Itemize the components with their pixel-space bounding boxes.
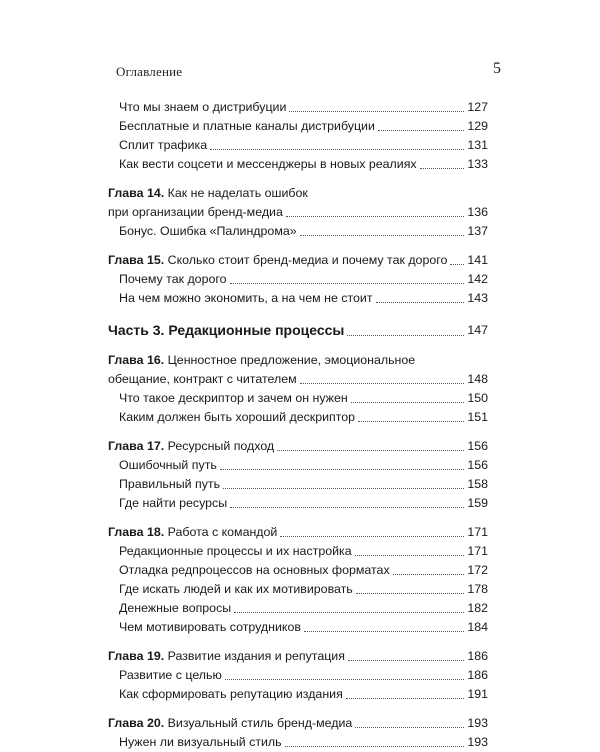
dot-leader: [348, 659, 464, 661]
part-title: Часть 3. Редакционные процессы: [108, 322, 345, 338]
dot-leader: [304, 630, 464, 632]
toc-chapter-20: [108, 714, 488, 752]
chapter-title: Работа с командой: [167, 525, 278, 539]
dot-leader: [286, 215, 464, 217]
toc-entry-page: 143: [467, 291, 488, 305]
toc-entry[interactable]: [108, 136, 488, 155]
toc-entry[interactable]: [108, 289, 488, 308]
toc-chapter-heading[interactable]: [108, 714, 488, 733]
toc-chapter-heading-cont[interactable]: [108, 203, 488, 222]
toc-entry-title: Правильный путь: [119, 477, 221, 491]
toc-entry-title: Как сформировать репутацию издания: [119, 687, 343, 701]
toc-entry-page: 133: [467, 157, 488, 171]
toc-chapter-15: [108, 251, 488, 308]
toc-entry-title: Сплит трафика: [119, 138, 208, 152]
dot-leader: [300, 382, 465, 384]
chapter-page: 186: [467, 649, 488, 663]
toc-entry-page: 127: [467, 100, 488, 114]
chapter-label: Глава 19.: [108, 649, 165, 663]
toc-entry[interactable]: [108, 475, 488, 494]
chapter-title: Сколько стоит бренд-медиа и почему так дорого: [167, 253, 448, 267]
chapter-page: 148: [467, 372, 488, 386]
toc-entry-page: 193: [467, 735, 488, 749]
toc-chapter-heading[interactable]: [108, 437, 488, 456]
chapter-label: Глава 15.: [108, 253, 165, 267]
toc-entry-title: Редакционные процессы и их настройка: [119, 544, 352, 558]
dot-leader: [300, 234, 465, 236]
toc-entry-title: Бонус. Ошибка «Палиндрома»: [119, 224, 297, 238]
chapter-title: Визуальный стиль бренд-медиа: [167, 716, 353, 730]
chapter-title-cont: при организации бренд-медиа: [108, 205, 283, 219]
toc-chapter-heading-cont[interactable]: [108, 370, 488, 389]
toc-entry-page: 191: [467, 687, 488, 701]
toc-entry-page: 171: [467, 544, 488, 558]
chapter-label: Глава 18.: [108, 525, 165, 539]
toc-chapter-heading[interactable]: [108, 351, 488, 370]
chapter-page: 171: [467, 525, 488, 539]
chapter-page: 193: [467, 716, 488, 730]
page-number: 5: [493, 60, 501, 77]
toc-entry-title: Развитие с целью: [119, 668, 222, 682]
chapter-label: Глава 17.: [108, 439, 165, 453]
part-page: 147: [467, 323, 488, 337]
toc-chapter-heading[interactable]: [108, 647, 488, 666]
dot-leader: [358, 420, 464, 422]
toc-entry-title: Где найти ресурсы: [119, 496, 228, 510]
chapter-label: Глава 16.: [108, 353, 165, 367]
toc-entry[interactable]: [108, 666, 488, 685]
toc-entry-page: 150: [467, 391, 488, 405]
chapter-page: 136: [467, 205, 488, 219]
toc-entry[interactable]: [108, 599, 488, 618]
toc-entry[interactable]: [108, 618, 488, 637]
toc-entry-page: 151: [467, 410, 488, 424]
toc-chapter-heading[interactable]: [108, 523, 488, 542]
toc-entry[interactable]: [108, 408, 488, 427]
toc-entry-title: Нужен ли визуальный стиль: [119, 735, 282, 749]
chapter-title: Развитие издания и репутация: [167, 649, 345, 663]
toc-entry[interactable]: [108, 494, 488, 513]
toc-entry-title: Денежные вопросы: [119, 601, 232, 615]
dot-leader: [355, 554, 465, 556]
dot-leader: [220, 468, 464, 470]
toc-part-3[interactable]: [108, 320, 488, 341]
toc-entry[interactable]: [108, 456, 488, 475]
toc-entry-title: Бесплатные и платные каналы дистрибуции: [119, 119, 375, 133]
chapter-label: Глава 20.: [108, 716, 165, 730]
toc-entry-page: 137: [467, 224, 488, 238]
toc-entry-page: 159: [467, 496, 488, 510]
toc-entry[interactable]: [108, 222, 488, 241]
toc-entry-title: Как вести соцсети и мессенджеры в новых реалиях: [119, 157, 417, 171]
dot-leader: [356, 592, 465, 594]
toc-entry-title: Где искать людей и как их мотивировать: [119, 582, 353, 596]
chapter-page: 156: [467, 439, 488, 453]
dot-leader: [234, 611, 464, 613]
toc-entry-page: 129: [467, 119, 488, 133]
toc-entry-title: На чем можно экономить, а на чем не стоит: [119, 291, 373, 305]
toc-entry-page: 142: [467, 272, 488, 286]
dot-leader: [230, 282, 465, 284]
running-head: Оглавление: [116, 64, 183, 79]
toc-chapter-17: [108, 437, 488, 513]
chapter-title-cont: обещание, контракт с читателем: [108, 372, 297, 386]
toc-entry[interactable]: [108, 389, 488, 408]
toc-entry[interactable]: [108, 561, 488, 580]
chapter-title: Ценностное предложение, эмоциональное: [167, 353, 416, 367]
toc-entry-page: 182: [467, 601, 488, 615]
dot-leader: [225, 678, 465, 680]
toc-entry-title: Что такое дескриптор и зачем он нужен: [119, 391, 348, 405]
dot-leader: [450, 263, 464, 265]
toc-entry-page: 158: [467, 477, 488, 491]
toc-entry[interactable]: [108, 98, 488, 117]
dot-leader: [223, 487, 464, 489]
toc-entry[interactable]: [108, 685, 488, 704]
toc-entry-page: 184: [467, 620, 488, 634]
toc-entry-title: Отладка редпроцессов на основных форматах: [119, 563, 390, 577]
toc-entry-title: Почему так дорого: [119, 272, 227, 286]
toc-entry-page: 131: [467, 138, 488, 152]
toc-entry-title: Каким должен быть хороший дескриптор: [119, 410, 356, 424]
dot-leader: [347, 334, 464, 336]
toc-chapter-18: [108, 523, 488, 637]
dot-leader: [277, 449, 464, 451]
toc-entry[interactable]: [108, 580, 488, 599]
dot-leader: [378, 129, 464, 131]
dot-leader: [355, 726, 464, 728]
toc-entry-title: Ошибочный путь: [119, 458, 217, 472]
chapter-page: 141: [467, 253, 488, 267]
chapter-title: Ресурсный подход: [167, 439, 275, 453]
chapter-label: Глава 14.: [108, 186, 165, 200]
toc-entry[interactable]: [108, 155, 488, 174]
dot-leader: [210, 148, 464, 150]
toc-entry-title: Что мы знаем о дистрибуции: [119, 100, 287, 114]
dot-leader: [393, 573, 465, 575]
dot-leader: [346, 697, 465, 699]
toc-entry-title: Чем мотивировать сотрудников: [119, 620, 301, 634]
dot-leader: [351, 401, 465, 403]
dot-leader: [289, 110, 464, 112]
toc-entry[interactable]: [108, 270, 488, 289]
dot-leader: [376, 301, 465, 303]
toc-chapter-heading[interactable]: [108, 184, 488, 203]
toc-entry-page: 186: [467, 668, 488, 682]
toc-chapter-16: [108, 351, 488, 427]
dot-leader: [420, 167, 465, 169]
toc-chapter-heading[interactable]: [108, 251, 488, 270]
toc-chapter-14: [108, 184, 488, 241]
dot-leader: [285, 745, 465, 747]
table-of-contents: [108, 96, 488, 752]
chapter-title: Как не наделать ошибок: [167, 186, 308, 200]
toc-chapter-19: [108, 647, 488, 704]
toc-entry[interactable]: [108, 117, 488, 136]
dot-leader: [280, 535, 464, 537]
toc-entry[interactable]: [108, 733, 488, 752]
toc-group-distribution: [108, 98, 488, 174]
toc-entry[interactable]: [108, 542, 488, 561]
toc-entry-page: 156: [467, 458, 488, 472]
toc-entry-page: 172: [467, 563, 488, 577]
toc-entry-page: 178: [467, 582, 488, 596]
dot-leader: [230, 506, 464, 508]
